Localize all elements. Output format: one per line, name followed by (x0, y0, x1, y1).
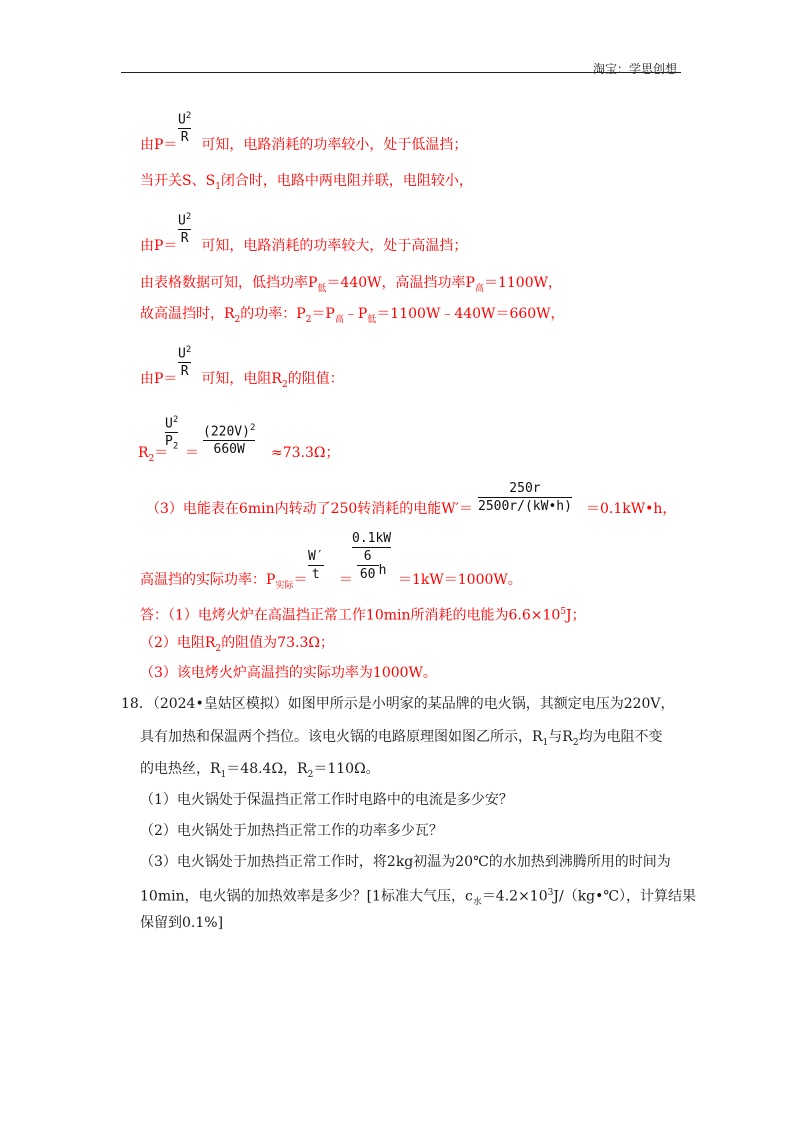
fraction-u2-over-p2: $U^2$ $P_2$ (165, 415, 179, 452)
fraction-w-over-t: W′ t (308, 549, 324, 582)
question-18-sub-1: （1）电火锅处于保温挡正常工作时电路中的电流是多少安？ (140, 792, 513, 808)
answer-line-8-result: ＝0.1kW•h， (586, 501, 677, 517)
question-18-line-2: 具有加热和保温两个挡位。该电火锅的电路原理图如图乙所示，$R_1$与$R_2$均为电阻不变 (140, 729, 663, 748)
header-text: 淘宝：学思创想 (592, 62, 677, 76)
question-18-sub-3-line-1: （3）电火锅处于加热挡正常工作时，将2kg初温为20℃的水加热到沸腾所用的时间为 (140, 854, 671, 870)
answer-summary-1: 答：（1）电烤火炉在高温挡正常工作10min所消耗的电能为$6.6\times 10^5J$； (140, 607, 586, 624)
question-18-line-3: 的电热丝，$R_1=48.4\Omega$，$R_2=110\Omega$。 (140, 761, 380, 780)
fraction-220v-over-660w: $(220V)^2$ 660W (203, 423, 256, 458)
answer-line-8: （3）电能表在6min内转动了250转消耗的电能W′＝ (146, 501, 473, 517)
answer-line-2: 当开关S、$S_1$闭合时，电路中两电阻并联，电阻较小， (140, 173, 473, 192)
answer-line-9: 高温挡的实际功率：$P_{实际}=$ (140, 572, 308, 591)
answer-summary-2: （2）电阻$R_2$的阻值为73.3Ω； (140, 635, 334, 654)
answer-line-7-eq: ＝ (185, 445, 199, 461)
answer-summary-3: （3）该电烤火炉高温挡的实际功率为1000W。 (140, 665, 437, 681)
answer-line-9-result: ＝1kW＝1000W。 (398, 572, 522, 588)
answer-line-7: $R_2=$ (138, 445, 169, 464)
question-18-line-1: 18．（2024•皇姑区模拟）如图甲所示是小明家的某品牌的电火锅，其额定电压为220V， (121, 696, 675, 712)
answer-line-5: 故高温挡时，$R_2$的功率：$P_2=P_高﹣P_低=1100W﹣440W=660W$， (140, 306, 565, 325)
answer-line-7-result: ≈73.3Ω； (271, 445, 340, 461)
answer-line-4: 由表格数据可知，低挡功率$P_低=440W$，高温挡功率$P_高=1100W$， (140, 275, 563, 294)
question-18-sub-2: （2）电火锅处于加热挡正常工作的功率多少瓦？ (140, 823, 443, 839)
header-rule (121, 72, 681, 73)
question-18-sub-3-line-3: 保留到0.1%] (140, 915, 224, 931)
answer-line-3: 由P＝ 可知，电路消耗的功率较大，处于高温挡； (140, 238, 468, 254)
question-18-sub-3-line-2: 10min，电火锅的加热效率是多少？[1标准大气压，$c_水=4.2\times 10^3J/(kg•℃)$，计算结果 (140, 888, 697, 908)
answer-line-9-eq: ＝ (339, 572, 353, 588)
fraction-u2-over-r: $U^2$ R (178, 212, 192, 247)
answer-line-1: 由P＝ 可知，电路消耗的功率较小，处于低温挡； (140, 137, 468, 153)
answer-line-6: 由P＝ 可知，电阻$R_2$的阻值： (140, 371, 344, 390)
fraction-u2-over-r: $U^2$ R (178, 345, 192, 380)
fraction-250r-over-2500r: 250r 2500r/(kW•h) (478, 481, 572, 514)
fraction-01kw-over-6-60h: 0.1kW 6 60 h (352, 531, 392, 582)
fraction-u2-over-r: $U^2$ R (178, 111, 192, 146)
